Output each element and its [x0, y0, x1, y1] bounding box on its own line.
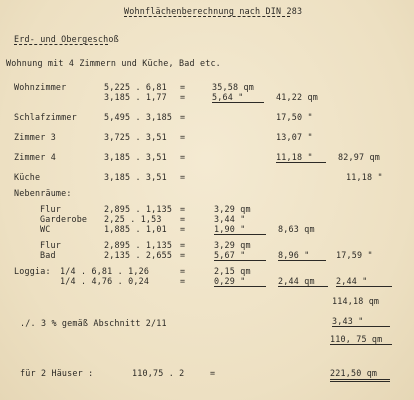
result-loggia-2: 0,29 " — [214, 276, 266, 287]
result-bad: 5,67 " — [214, 250, 266, 261]
total-living-area: 114,18 qm — [332, 296, 380, 306]
sum-flur-garderobe-wc: 8,63 qm — [278, 224, 315, 234]
room-name-garderobe: Garderobe — [40, 214, 88, 224]
calc-schlafzimmer: 5,495 . 3,185 — [104, 112, 173, 122]
calc-wohnzimmer-1: 5,225 . 6,81 — [104, 82, 167, 92]
document-title: Wohnflächenberechnung nach DIN 283 — [124, 6, 303, 16]
equals-sign: = — [180, 132, 186, 142]
subtotal-rooms: 82,97 qm — [338, 152, 380, 162]
room-name-wohnzimmer: Wohnzimmer — [14, 82, 67, 92]
sum-loggia: 2,44 qm — [278, 276, 328, 287]
calc-flur-1: 2,895 . 1,135 — [104, 204, 173, 214]
calc-loggia-1: 1/4 . 6,81 . 1,26 — [60, 266, 150, 276]
sum-wohnzimmer: 41,22 qm — [276, 92, 318, 102]
equals-sign: = — [180, 172, 186, 182]
sum-kueche: 11,18 " — [346, 172, 383, 182]
title-underline — [124, 16, 290, 17]
calc-garderobe: 2,25 . 1,53 — [104, 214, 162, 224]
equals-sign: = — [180, 240, 186, 250]
calc-houses: 110,75 . 2 — [132, 368, 185, 378]
calc-wohnzimmer-2: 3,185 . 1,77 — [104, 92, 167, 102]
equals-sign: = — [180, 266, 186, 276]
calc-flur-2: 2,895 . 1,135 — [104, 240, 173, 250]
room-name-bad: Bad — [40, 250, 56, 260]
room-name-schlafzimmer: Schlafzimmer — [14, 112, 77, 122]
equals-sign: = — [180, 204, 186, 214]
calc-loggia-2: 1/4 . 4,76 . 0,24 — [60, 276, 150, 286]
apartment-description: Wohnung mit 4 Zimmern und Küche, Bad etc. — [6, 58, 221, 68]
room-name-zimmer4: Zimmer 4 — [14, 152, 56, 162]
room-name-flur-2: Flur — [40, 240, 61, 250]
result-flur-1: 3,29 qm — [214, 204, 251, 214]
equals-sign: = — [180, 214, 186, 224]
sum-zimmer4: 11,18 " — [276, 152, 326, 163]
equals-sign: = — [180, 276, 186, 286]
equals-sign: = — [180, 92, 186, 102]
calc-wc: 1,885 . 1,01 — [104, 224, 167, 234]
room-name-zimmer3: Zimmer 3 — [14, 132, 56, 142]
result-garderobe: 3,44 " — [214, 214, 246, 224]
section-heading: Erd- und Obergeschoß — [14, 34, 119, 44]
loggia-label: Loggia: — [14, 266, 51, 276]
subtotal-nebenraeume: 17,59 " — [336, 250, 373, 260]
calc-zimmer3: 3,725 . 3,51 — [104, 132, 167, 142]
equals-sign: = — [180, 250, 186, 260]
result-loggia-1: 2,15 qm — [214, 266, 251, 276]
sum-schlafzimmer: 17,50 " — [276, 112, 313, 122]
houses-label: für 2 Häuser : — [20, 368, 94, 378]
deduction-value: 3,43 " — [332, 316, 390, 327]
result-wohnzimmer-1: 35,58 qm — [212, 82, 254, 92]
room-name-kueche: Küche — [14, 172, 41, 182]
equals-sign: = — [180, 152, 186, 162]
room-name-flur-1: Flur — [40, 204, 61, 214]
sum-flur-bad: 8,96 " — [278, 250, 326, 261]
equals-sign: = — [210, 368, 216, 378]
deduction-label: ./. 3 % gemäß Abschnitt 2/11 — [20, 318, 167, 328]
result-wc: 1,90 " — [214, 224, 266, 235]
calc-bad: 2,135 . 2,655 — [104, 250, 173, 260]
subtotal-loggia: 2,44 " — [336, 276, 392, 287]
calc-kueche: 3,185 . 3,51 — [104, 172, 167, 182]
section-underline — [14, 44, 108, 45]
equals-sign: = — [180, 112, 186, 122]
room-name-wc: WC — [40, 224, 51, 234]
calc-zimmer4: 3,185 . 3,51 — [104, 152, 167, 162]
sum-zimmer3: 13,07 " — [276, 132, 313, 142]
equals-sign: = — [180, 82, 186, 92]
result-wohnzimmer-2: 5,64 " — [212, 92, 264, 103]
net-living-area: 110, 75 qm — [330, 334, 392, 345]
total-two-houses: 221,50 qm — [330, 368, 390, 382]
nebenraeume-heading: Nebenräume: — [14, 188, 72, 198]
result-flur-2: 3,29 qm — [214, 240, 251, 250]
equals-sign: = — [180, 224, 186, 234]
